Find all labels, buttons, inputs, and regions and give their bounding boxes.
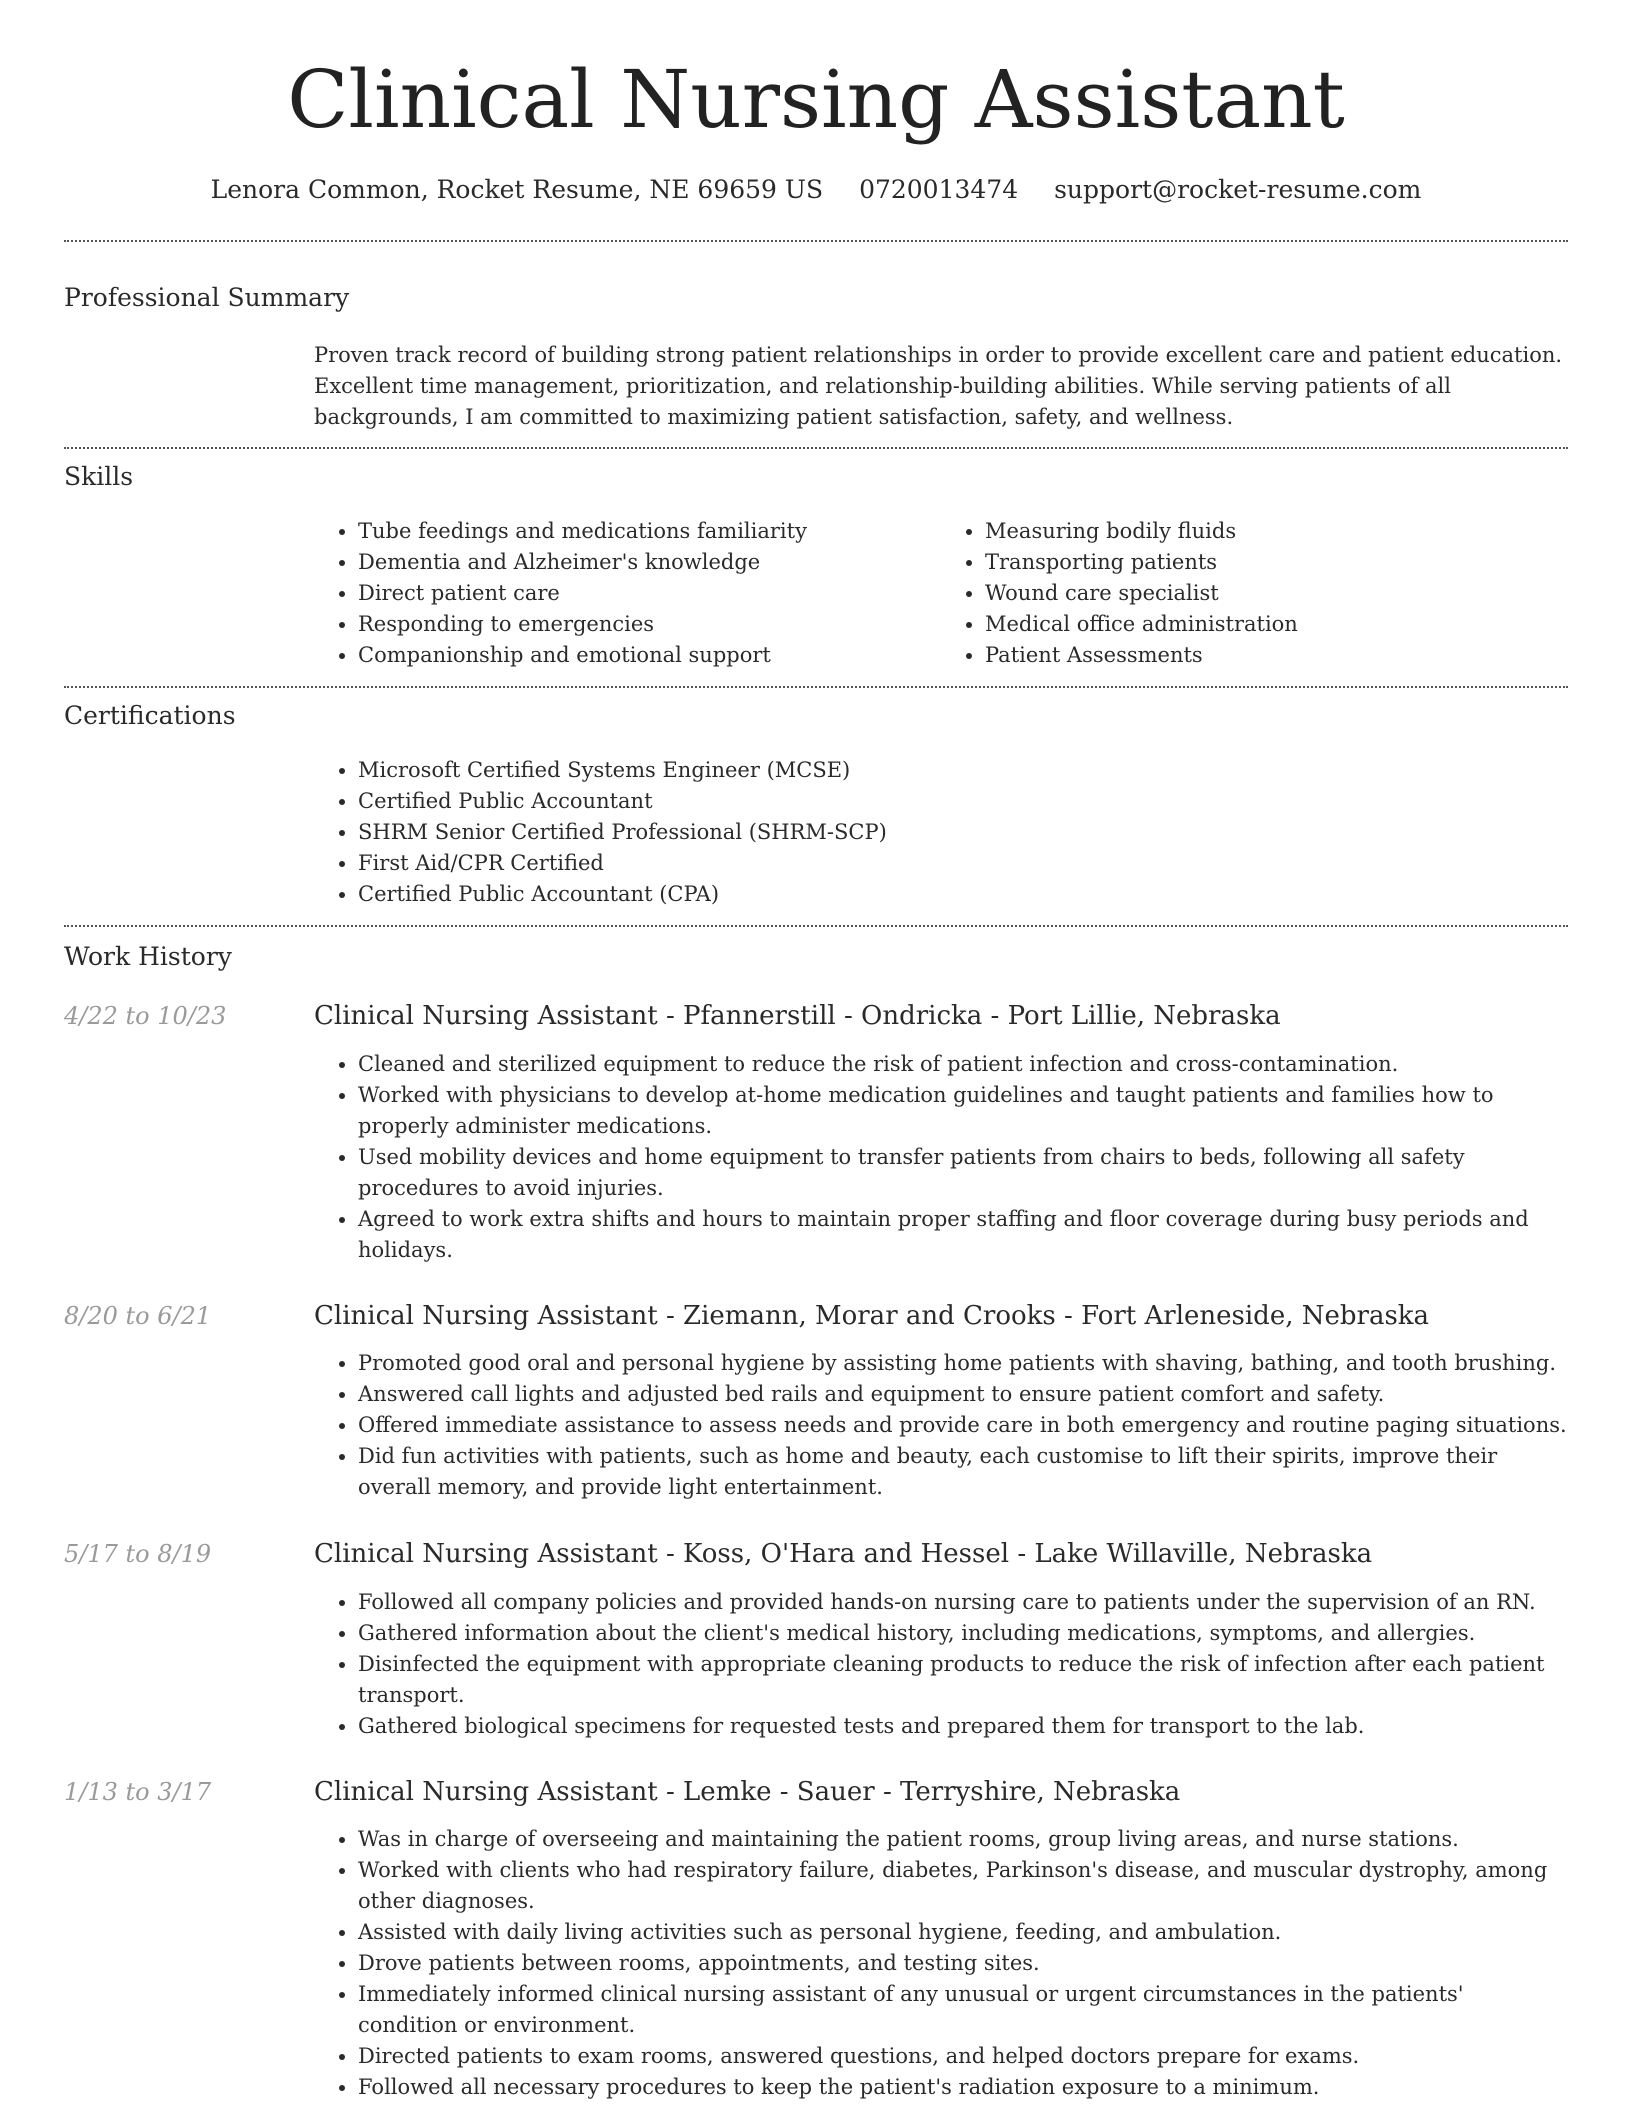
- divider: [64, 240, 1568, 242]
- job-bullet: • Was in charge of overseeing and maintaining the patient rooms, group living areas, and nurse stations.: [358, 1824, 1568, 1855]
- skill-item: • Transporting patients: [985, 547, 1568, 578]
- certifications-list: [314, 755, 1568, 910]
- job-dates: 5/17 to 8/19: [64, 1540, 212, 1568]
- job-bullet: • Worked with physicians to develop at-home medication guidelines and taught patients and families how to properly administer medications.: [358, 1080, 1568, 1142]
- job-bullet: • Used mobility devices and home equipment to transfer patients from chairs to beds, following all safety procedures to avoid injuries.: [358, 1142, 1568, 1204]
- certification-item: • First Aid/CPR Certified: [358, 848, 1568, 879]
- job-dates: 4/22 to 10/23: [64, 1002, 227, 1030]
- skill-item: • Responding to emergencies: [358, 609, 941, 640]
- job-bullet: • Disinfected the equipment with appropriate cleaning products to reduce the risk of infection after each patient transport.: [358, 1649, 1568, 1711]
- resume-name: Clinical Nursing Assistant: [287, 53, 1345, 146]
- job-bullet: • Promoted good oral and personal hygiene by assisting home patients with shaving, bathing, and tooth brushing.: [358, 1348, 1568, 1379]
- job-bullet: • Followed all company policies and provided hands-on nursing care to patients under the supervision of an RN.: [358, 1587, 1568, 1618]
- job-bullet: • Gathered information about the client's medical history, including medications, symptoms, and allergies.: [358, 1618, 1568, 1649]
- skills-list: [314, 516, 1568, 671]
- contact-line: [0, 174, 1632, 206]
- contact-address: Lenora Common, Rocket Resume, NE 69659 US: [210, 175, 824, 204]
- job-bullet: • Gathered biological specimens for requested tests and prepared them for transport to the lab.: [358, 1711, 1568, 1742]
- skill-item: • Dementia and Alzheimer's knowledge: [358, 547, 941, 578]
- skill-item: • Measuring bodily fluids: [985, 516, 1568, 547]
- job-bullet: • Did fun activities with patients, such as home and beauty, each customise to lift their spirits, improve their overall memory, and provide light entertainment.: [358, 1441, 1568, 1503]
- contact-email: support@rocket-resume.com: [1054, 175, 1422, 204]
- job-bullet: • Immediately informed clinical nursing assistant of any unusual or urgent circumstances in the patients' condition or environment.: [358, 1979, 1568, 2041]
- section-title-work-history: Work History: [64, 942, 232, 971]
- job-bullets: [314, 1824, 1568, 2103]
- job-title: Clinical Nursing Assistant - Ziemann, Morar and Crooks - Fort Arleneside, Nebraska: [314, 1301, 1430, 1331]
- certification-item: • Certified Public Accountant (CPA): [358, 879, 1568, 910]
- contact-phone: 0720013474: [859, 175, 1019, 204]
- certification-item: • SHRM Senior Certified Professional (SHRM-SCP): [358, 817, 1568, 848]
- skill-item: • Medical office administration: [985, 609, 1568, 640]
- certification-item: • Microsoft Certified Systems Engineer (MCSE): [358, 755, 1568, 786]
- skills-column-right: [941, 516, 1568, 671]
- certification-item: • Certified Public Accountant: [358, 786, 1568, 817]
- skill-item: • Tube feedings and medications familiarity: [358, 516, 941, 547]
- job-bullets: [314, 1049, 1568, 1266]
- summary-text: Proven track record of building strong patient relationships in order to provide excellent care and patient education. Excellent time management, prioritization, and relationship-building abilities. While serving patients of all backgrounds, I am committed to maximizing patient satisfaction, safety, and wellness.: [314, 343, 1563, 429]
- job-bullet: • Answered call lights and adjusted bed rails and equipment to ensure patient comfort and safety.: [358, 1379, 1568, 1410]
- section-title-skills: Skills: [64, 462, 134, 491]
- job-bullet: • Worked with clients who had respiratory failure, diabetes, Parkinson's disease, and muscular dystrophy, among other diagnoses.: [358, 1855, 1568, 1917]
- job-title: Clinical Nursing Assistant - Koss, O'Hara and Hessel - Lake Willaville, Nebraska: [314, 1539, 1373, 1569]
- job-title: Clinical Nursing Assistant - Pfannerstill - Ondricka - Port Lillie, Nebraska: [314, 1001, 1281, 1031]
- job-bullet: • Directed patients to exam rooms, answered questions, and helped doctors prepare for exams.: [358, 2041, 1568, 2072]
- job-bullet: • Drove patients between rooms, appointments, and testing sites.: [358, 1948, 1568, 1979]
- divider: [64, 447, 1568, 449]
- skills-column-left: [314, 516, 941, 671]
- job-bullet: • Followed all necessary procedures to keep the patient's radiation exposure to a minimum.: [358, 2072, 1568, 2103]
- job-bullet: • Agreed to work extra shifts and hours to maintain proper staffing and floor coverage during busy periods and holidays.: [358, 1204, 1568, 1266]
- job-bullet: • Offered immediate assistance to assess needs and provide care in both emergency and routine paging situations.: [358, 1410, 1568, 1441]
- job-dates: 8/20 to 6/21: [64, 1302, 212, 1330]
- job-bullet: • Assisted with daily living activities such as personal hygiene, feeding, and ambulation.: [358, 1917, 1568, 1948]
- divider: [64, 925, 1568, 927]
- job-title: Clinical Nursing Assistant - Lemke - Sauer - Terryshire, Nebraska: [314, 1777, 1181, 1807]
- job-bullets: [314, 1348, 1568, 1503]
- skill-item: • Wound care specialist: [985, 578, 1568, 609]
- section-title-summary: Professional Summary: [64, 283, 350, 312]
- summary-content: [314, 340, 1568, 433]
- job-bullets: [314, 1587, 1568, 1742]
- skill-item: • Direct patient care: [358, 578, 941, 609]
- divider: [64, 686, 1568, 688]
- skill-item: • Patient Assessments: [985, 640, 1568, 671]
- section-title-certifications: Certifications: [64, 701, 236, 730]
- skill-item: • Companionship and emotional support: [358, 640, 941, 671]
- job-dates: 1/13 to 3/17: [64, 1778, 212, 1806]
- job-bullet: • Cleaned and sterilized equipment to reduce the risk of patient infection and cross-contamination.: [358, 1049, 1568, 1080]
